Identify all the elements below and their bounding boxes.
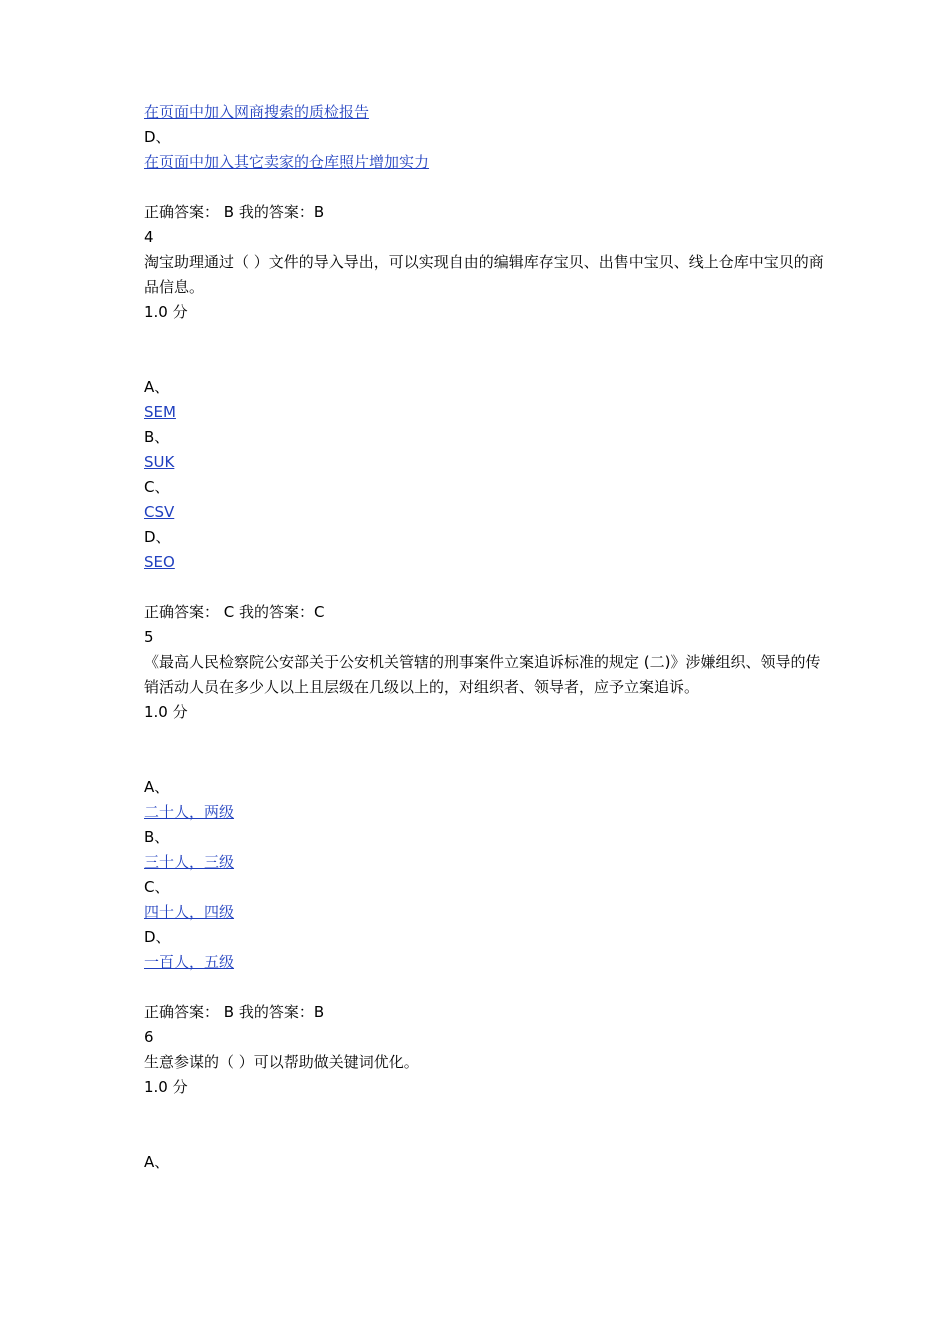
q5-option-c-link[interactable]: 四十人，四级	[144, 903, 235, 921]
q5-number: 5	[144, 628, 154, 646]
q4-option-d-link[interactable]: SEO	[144, 553, 175, 571]
q5-option-a-link[interactable]: 二十人，两级	[144, 803, 235, 821]
q4-score: 1.0 分	[144, 303, 188, 321]
q6-score: 1.0 分	[144, 1078, 188, 1096]
q4-option-a-link[interactable]: SEM	[144, 403, 176, 421]
q4-option-a-row	[144, 400, 824, 425]
q5-option-c-row	[144, 900, 824, 925]
q4-option-c-link[interactable]: CSV	[144, 503, 175, 521]
q3-option-c-link[interactable]: 在页面中加入网商搜索的质检报告	[144, 103, 370, 121]
q3-option-d-row	[144, 150, 824, 175]
q3-option-d-label: D、	[144, 128, 171, 146]
q5-option-b-label: B、	[144, 828, 170, 846]
q4-question-text: 淘宝助理通过（ ）文件的导入导出，可以实现自由的编辑库存宝贝、出售中宝贝、线上仓库中宝贝的商品信息。	[144, 253, 824, 296]
q5-option-a-label: A、	[144, 778, 170, 796]
q5-option-b-row	[144, 850, 824, 875]
q4-option-c-row	[144, 500, 824, 525]
q3-option-c-row	[144, 100, 824, 125]
q3-answer: 正确答案： B 我的答案：B	[144, 203, 325, 221]
q5-option-d-label: D、	[144, 928, 171, 946]
q6-number: 6	[144, 1028, 154, 1046]
q4-answer: 正确答案： C 我的答案：C	[144, 603, 325, 621]
q4-option-d-label: D、	[144, 528, 171, 546]
q6-question-text: 生意参谋的（ ）可以帮助做关键词优化。	[144, 1053, 419, 1071]
q4-option-b-row	[144, 450, 824, 475]
q4-option-b-link[interactable]: SUK	[144, 453, 175, 471]
q5-option-d-row	[144, 950, 824, 975]
quiz-document	[144, 100, 824, 1175]
q5-option-c-label: C、	[144, 878, 170, 896]
q4-option-c-label: C、	[144, 478, 170, 496]
q5-option-d-link[interactable]: 一百人，五级	[144, 953, 235, 971]
q4-number: 4	[144, 228, 154, 246]
q5-option-b-link[interactable]: 三十人，三级	[144, 853, 235, 871]
q5-question-text: 《最高人民检察院公安部关于公安机关管辖的刑事案件立案追诉标准的规定 (二)》涉嫌组织、领导的传销活动人员在多少人以上且层级在几级以上的，对组织者、领导者，应予立案追诉。	[144, 653, 821, 696]
q3-option-d-link[interactable]: 在页面中加入其它卖家的仓库照片增加实力	[144, 153, 430, 171]
q5-score: 1.0 分	[144, 703, 188, 721]
q6-option-a-label: A、	[144, 1153, 170, 1171]
q4-option-b-label: B、	[144, 428, 170, 446]
q5-answer: 正确答案： B 我的答案：B	[144, 1003, 325, 1021]
q5-option-a-row	[144, 800, 824, 825]
q4-option-a-label: A、	[144, 378, 170, 396]
q4-option-d-row	[144, 550, 824, 575]
